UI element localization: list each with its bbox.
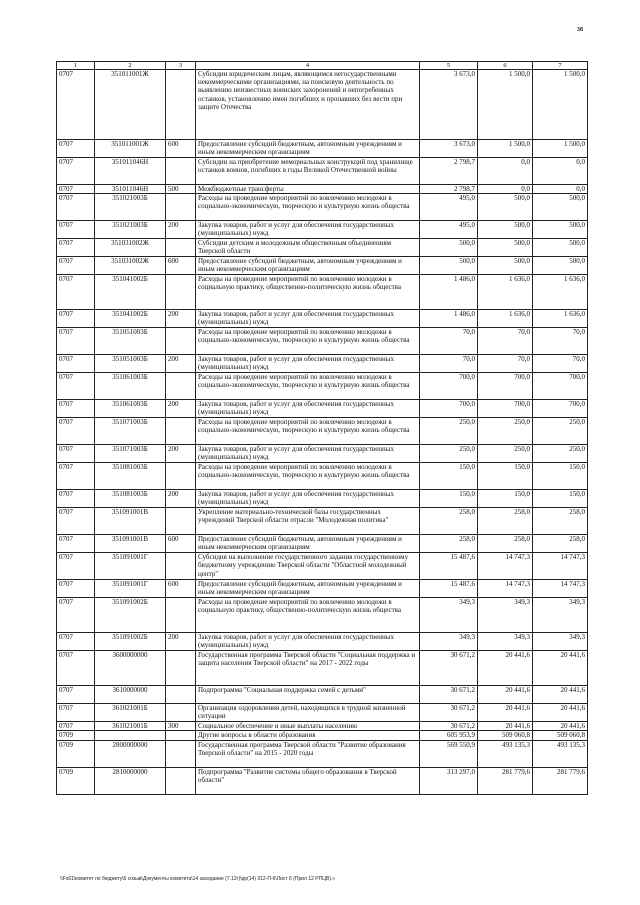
section-code-cell: 0707 <box>57 221 95 239</box>
amount-year2-cell: 258,0 <box>478 535 533 553</box>
amount-year2-cell: 500,0 <box>478 221 533 239</box>
amount-year3-cell: 500,0 <box>533 194 588 221</box>
target-article-cell: 351091001Г <box>95 580 166 598</box>
expense-type-cell: 200 <box>166 633 196 651</box>
target-article-cell: 351091001В <box>95 535 166 553</box>
expense-type-cell: 600 <box>166 580 196 598</box>
expense-type-cell: 600 <box>166 535 196 553</box>
expense-type-cell: 200 <box>166 400 196 418</box>
target-article-cell: 351021003Б <box>95 221 166 239</box>
description-cell: Предоставление субсидий бюджетным, автономным учреждениям и иным некоммерческим организациям <box>196 140 420 158</box>
table-row <box>57 221 588 239</box>
description-cell: Подпрограмма "Социальная поддержка семей с детьми" <box>196 686 420 704</box>
amount-year1-cell: 605 953,9 <box>420 731 478 740</box>
section-code-cell: 0707 <box>57 580 95 598</box>
section-code-cell: 0707 <box>57 328 95 355</box>
expense-type-cell: 200 <box>166 490 196 508</box>
target-article-cell: 351091002Б <box>95 633 166 651</box>
expense-type-cell <box>166 373 196 400</box>
section-code-cell: 0707 <box>57 704 95 722</box>
amount-year3-cell: 150,0 <box>533 463 588 490</box>
amount-year1-cell: 1 486,0 <box>420 275 478 310</box>
amount-year2-cell: 1 500,0 <box>478 140 533 158</box>
section-code-cell: 0707 <box>57 722 95 731</box>
target-article-cell: 351091001В <box>95 508 166 535</box>
budget-table <box>56 61 588 795</box>
amount-year2-cell: 500,0 <box>478 194 533 221</box>
amount-year1-cell: 313 297,0 <box>420 767 478 794</box>
target-article-cell: 361021001Б <box>95 722 166 731</box>
target-article-cell: 351071003Б <box>95 418 166 445</box>
description-cell: Субсидии юридическим лицам, являющимся негосударственными некоммерческими организациями, на поисковую деятельность по выявлению неизвестных воинских захоронений и непогребенных останков, установлению имен погибших и пропавших без вести при защите Отечества <box>196 70 420 140</box>
section-code-cell: 0707 <box>57 651 95 686</box>
table-row <box>57 731 588 740</box>
amount-year3-cell: 281 779,6 <box>533 767 588 794</box>
page-number: 38 <box>577 27 583 33</box>
target-article-cell: 2800000000 <box>95 740 166 767</box>
amount-year3-cell: 1 500,0 <box>533 140 588 158</box>
amount-year2-cell: 500,0 <box>478 239 533 257</box>
amount-year1-cell: 1 486,0 <box>420 310 478 328</box>
section-code-cell: 0707 <box>57 140 95 158</box>
target-article-cell: 351041002Б <box>95 275 166 310</box>
amount-year1-cell: 30 671,2 <box>420 722 478 731</box>
section-code-cell: 0707 <box>57 445 95 463</box>
target-article-cell: 351091001Г <box>95 553 166 580</box>
section-code-cell: 0707 <box>57 70 95 140</box>
expense-type-cell <box>166 463 196 490</box>
amount-year1-cell: 495,0 <box>420 194 478 221</box>
section-code-cell: 0709 <box>57 767 95 794</box>
section-code-cell: 0707 <box>57 508 95 535</box>
amount-year3-cell: 349,3 <box>533 633 588 651</box>
section-code-cell: 0707 <box>57 490 95 508</box>
amount-year1-cell: 3 673,0 <box>420 140 478 158</box>
amount-year2-cell: 281 779,6 <box>478 767 533 794</box>
table-header-row <box>57 62 588 70</box>
target-article-cell: 351041002Б <box>95 310 166 328</box>
section-code-cell: 0707 <box>57 257 95 275</box>
target-article-cell: 351091002Б <box>95 598 166 633</box>
amount-year3-cell: 0,0 <box>533 185 588 194</box>
target-article-cell: 3600000000 <box>95 651 166 686</box>
amount-year2-cell: 349,3 <box>478 598 533 633</box>
table-row <box>57 373 588 400</box>
amount-year3-cell: 14 747,3 <box>533 553 588 580</box>
description-cell: Расходы на проведение мероприятий по вовлечению молодежи в социально-экономическую, творческую и культурную жизнь общества <box>196 463 420 490</box>
expense-type-cell <box>166 651 196 686</box>
amount-year2-cell: 500,0 <box>478 257 533 275</box>
description-cell: Субсидии на приобретение мемориальных конструкций под хранилище останков воинов, погибших в годы Великой Отечественной войны <box>196 158 420 185</box>
expense-type-cell: 500 <box>166 185 196 194</box>
table-row <box>57 704 588 722</box>
table-row <box>57 70 588 140</box>
table-row <box>57 463 588 490</box>
expense-type-cell: 200 <box>166 445 196 463</box>
section-code-cell: 0707 <box>57 373 95 400</box>
amount-year3-cell: 250,0 <box>533 418 588 445</box>
target-article-cell: 351081003Б <box>95 463 166 490</box>
column-header: 5 <box>420 62 478 70</box>
amount-year1-cell: 495,0 <box>420 221 478 239</box>
expense-type-cell <box>166 704 196 722</box>
amount-year2-cell: 258,0 <box>478 508 533 535</box>
expense-type-cell <box>166 767 196 794</box>
target-article-cell: 351061003Б <box>95 373 166 400</box>
amount-year2-cell: 14 747,3 <box>478 580 533 598</box>
table-row <box>57 598 588 633</box>
expense-type-cell <box>166 553 196 580</box>
amount-year1-cell: 3 673,0 <box>420 70 478 140</box>
target-article-cell: 351061003Б <box>95 400 166 418</box>
expense-type-cell <box>166 598 196 633</box>
amount-year2-cell: 20 441,6 <box>478 722 533 731</box>
amount-year1-cell: 2 798,7 <box>420 158 478 185</box>
target-article-cell: 351071003Б <box>95 445 166 463</box>
target-article-cell: 2810000000 <box>95 767 166 794</box>
amount-year3-cell: 14 747,3 <box>533 580 588 598</box>
column-header: 1 <box>57 62 95 70</box>
amount-year3-cell: 1 636,0 <box>533 310 588 328</box>
target-article-cell: 351051003Б <box>95 355 166 373</box>
description-cell: Социальное обеспечение и иные выплаты населению <box>196 722 420 731</box>
amount-year1-cell: 700,0 <box>420 400 478 418</box>
table-row <box>57 633 588 651</box>
expense-type-cell <box>166 239 196 257</box>
amount-year3-cell: 1 636,0 <box>533 275 588 310</box>
target-article-cell: 3610000000 <box>95 686 166 704</box>
section-code-cell: 0707 <box>57 355 95 373</box>
amount-year3-cell: 20 441,6 <box>533 704 588 722</box>
amount-year2-cell: 14 747,3 <box>478 553 533 580</box>
amount-year2-cell: 20 441,6 <box>478 704 533 722</box>
section-code-cell: 0707 <box>57 185 95 194</box>
amount-year1-cell: 150,0 <box>420 463 478 490</box>
amount-year3-cell: 20 441,6 <box>533 686 588 704</box>
amount-year3-cell: 0,0 <box>533 158 588 185</box>
section-code-cell: 0707 <box>57 310 95 328</box>
target-article-cell: 351011001Ж <box>95 70 166 140</box>
column-header: 4 <box>196 62 420 70</box>
amount-year2-cell: 1 636,0 <box>478 310 533 328</box>
amount-year3-cell: 20 441,6 <box>533 722 588 731</box>
amount-year3-cell: 700,0 <box>533 400 588 418</box>
table-row <box>57 553 588 580</box>
expense-type-cell <box>166 275 196 310</box>
column-header: 7 <box>533 62 588 70</box>
expense-type-cell <box>166 508 196 535</box>
amount-year1-cell: 15 487,6 <box>420 580 478 598</box>
target-article-cell: 351011001Ж <box>95 140 166 158</box>
expense-type-cell: 600 <box>166 140 196 158</box>
table-row <box>57 355 588 373</box>
table-row <box>57 194 588 221</box>
section-code-cell: 0707 <box>57 553 95 580</box>
target-article-cell: 351081003Б <box>95 490 166 508</box>
description-cell: Предоставление субсидий бюджетным, автономным учреждениям и иным некоммерческим организациям <box>196 580 420 598</box>
amount-year1-cell: 500,0 <box>420 257 478 275</box>
amount-year3-cell: 70,0 <box>533 355 588 373</box>
table-row <box>57 740 588 767</box>
expense-type-cell <box>166 194 196 221</box>
description-cell: Закупка товаров, работ и услуг для обеспечения государственных (муниципальных) нужд <box>196 310 420 328</box>
amount-year1-cell: 70,0 <box>420 328 478 355</box>
table-row <box>57 580 588 598</box>
description-cell: Закупка товаров, работ и услуг для обеспечения государственных (муниципальных) нужд <box>196 445 420 463</box>
amount-year3-cell: 349,3 <box>533 598 588 633</box>
amount-year1-cell: 250,0 <box>420 418 478 445</box>
amount-year1-cell: 349,3 <box>420 598 478 633</box>
expense-type-cell <box>166 686 196 704</box>
table-row <box>57 158 588 185</box>
amount-year1-cell: 250,0 <box>420 445 478 463</box>
amount-year1-cell: 150,0 <box>420 490 478 508</box>
amount-year1-cell: 258,0 <box>420 508 478 535</box>
amount-year3-cell: 500,0 <box>533 239 588 257</box>
expense-type-cell <box>166 731 196 740</box>
description-cell: Предоставление субсидий бюджетным, автономным учреждениям и иным некоммерческим организациям <box>196 257 420 275</box>
description-cell: Закупка товаров, работ и услуг для обеспечения государственных (муниципальных) нужд <box>196 633 420 651</box>
table-row <box>57 310 588 328</box>
column-header: 3 <box>166 62 196 70</box>
section-code-cell: 0707 <box>57 158 95 185</box>
description-cell: Государственная программа Тверской области "Развитие образования Тверской области" на 2015 - 2020 годы <box>196 740 420 767</box>
table-row <box>57 140 588 158</box>
file-path-footer: \\Fs01\комитет по бюджету\6 созыв\Документы комитета\14 заседание (7.12г)\рр(14) 312-П-6\Лист 6 (Прил 12 РПЦВ).» <box>60 876 336 882</box>
target-article-cell: 361021001Б <box>95 704 166 722</box>
target-article-cell: 351031002Ж <box>95 239 166 257</box>
description-cell: Закупка товаров, работ и услуг для обеспечения государственных (муниципальных) нужд <box>196 490 420 508</box>
amount-year2-cell: 70,0 <box>478 328 533 355</box>
amount-year2-cell: 1 636,0 <box>478 275 533 310</box>
description-cell: Организация оздоровления детей, находящихся в трудной жизненной ситуации <box>196 704 420 722</box>
amount-year3-cell: 258,0 <box>533 508 588 535</box>
amount-year2-cell: 700,0 <box>478 373 533 400</box>
expense-type-cell <box>166 158 196 185</box>
table-row <box>57 535 588 553</box>
amount-year3-cell: 70,0 <box>533 328 588 355</box>
amount-year2-cell: 20 441,6 <box>478 686 533 704</box>
section-code-cell: 0707 <box>57 463 95 490</box>
description-cell: Расходы на проведение мероприятий по вовлечению молодежи в социально-экономическую, творческую и культурную жизнь общества <box>196 373 420 400</box>
amount-year2-cell: 150,0 <box>478 490 533 508</box>
table-row <box>57 275 588 310</box>
amount-year1-cell: 700,0 <box>420 373 478 400</box>
amount-year2-cell: 0,0 <box>478 158 533 185</box>
expense-type-cell: 200 <box>166 355 196 373</box>
amount-year3-cell: 500,0 <box>533 257 588 275</box>
amount-year3-cell: 700,0 <box>533 373 588 400</box>
expense-type-cell: 600 <box>166 257 196 275</box>
amount-year2-cell: 509 060,8 <box>478 731 533 740</box>
table-row <box>57 490 588 508</box>
amount-year1-cell: 70,0 <box>420 355 478 373</box>
amount-year2-cell: 20 441,6 <box>478 651 533 686</box>
amount-year3-cell: 500,0 <box>533 221 588 239</box>
target-article-cell: 351031002Ж <box>95 257 166 275</box>
expense-type-cell <box>166 70 196 140</box>
description-cell: Подпрограмма "Развитие системы общего образования в Тверской области" <box>196 767 420 794</box>
description-cell: Укрепление материально-технической базы государственных учреждений Тверской области отрасли "Молодежная политика" <box>196 508 420 535</box>
table-row <box>57 257 588 275</box>
amount-year3-cell: 150,0 <box>533 490 588 508</box>
expense-type-cell: 200 <box>166 221 196 239</box>
amount-year2-cell: 493 135,3 <box>478 740 533 767</box>
amount-year2-cell: 0,0 <box>478 185 533 194</box>
table-row <box>57 722 588 731</box>
table-row <box>57 239 588 257</box>
amount-year1-cell: 30 671,2 <box>420 651 478 686</box>
amount-year2-cell: 250,0 <box>478 445 533 463</box>
table-row <box>57 767 588 794</box>
amount-year2-cell: 150,0 <box>478 463 533 490</box>
section-code-cell: 0707 <box>57 194 95 221</box>
description-cell: Другие вопросы в области образования <box>196 731 420 740</box>
column-header: 6 <box>478 62 533 70</box>
target-article-cell: 351021003Б <box>95 194 166 221</box>
amount-year1-cell: 569 550,9 <box>420 740 478 767</box>
target-article-cell: 351011046Н <box>95 158 166 185</box>
table-row <box>57 508 588 535</box>
expense-type-cell <box>166 418 196 445</box>
amount-year2-cell: 349,3 <box>478 633 533 651</box>
section-code-cell: 0707 <box>57 239 95 257</box>
description-cell: Расходы на проведение мероприятий по вовлечению молодежи в социальную практику, общественно-политическую жизнь общества <box>196 275 420 310</box>
amount-year3-cell: 20 441,6 <box>533 651 588 686</box>
description-cell: Расходы на проведение мероприятий по вовлечению молодежи в социально-экономическую, творческую и культурную жизнь общества <box>196 418 420 445</box>
amount-year3-cell: 493 135,3 <box>533 740 588 767</box>
amount-year1-cell: 258,0 <box>420 535 478 553</box>
table-row <box>57 328 588 355</box>
section-code-cell: 0707 <box>57 686 95 704</box>
table-row <box>57 185 588 194</box>
amount-year2-cell: 700,0 <box>478 400 533 418</box>
section-code-cell: 0709 <box>57 740 95 767</box>
description-cell: Субсидии детским и молодежным общественным объединениям Тверской области <box>196 239 420 257</box>
description-cell: Расходы на проведение мероприятий по вовлечению молодежи в социально-экономическую, творческую и культурную жизнь общества <box>196 328 420 355</box>
description-cell: Закупка товаров, работ и услуг для обеспечения государственных (муниципальных) нужд <box>196 355 420 373</box>
description-cell: Предоставление субсидий бюджетным, автономным учреждениям и иным некоммерческим организациям <box>196 535 420 553</box>
column-header: 2 <box>95 62 166 70</box>
section-code-cell: 0707 <box>57 275 95 310</box>
description-cell: Закупка товаров, работ и услуг для обеспечения государственных (муниципальных) нужд <box>196 400 420 418</box>
amount-year1-cell: 500,0 <box>420 239 478 257</box>
target-article-cell <box>95 731 166 740</box>
amount-year3-cell: 509 060,8 <box>533 731 588 740</box>
section-code-cell: 0707 <box>57 598 95 633</box>
amount-year3-cell: 1 500,0 <box>533 70 588 140</box>
description-cell: Закупка товаров, работ и услуг для обеспечения государственных (муниципальных) нужд <box>196 221 420 239</box>
expense-type-cell <box>166 740 196 767</box>
amount-year2-cell: 70,0 <box>478 355 533 373</box>
description-cell: Межбюджетные трансферты <box>196 185 420 194</box>
amount-year1-cell: 2 798,7 <box>420 185 478 194</box>
amount-year2-cell: 250,0 <box>478 418 533 445</box>
table-row <box>57 418 588 445</box>
table-row <box>57 651 588 686</box>
amount-year1-cell: 15 487,6 <box>420 553 478 580</box>
amount-year1-cell: 349,3 <box>420 633 478 651</box>
table-row <box>57 686 588 704</box>
amount-year3-cell: 250,0 <box>533 445 588 463</box>
expense-type-cell: 300 <box>166 722 196 731</box>
expense-type-cell <box>166 328 196 355</box>
amount-year1-cell: 30 671,2 <box>420 704 478 722</box>
description-cell: Расходы на проведение мероприятий по вовлечению молодежи в социально-экономическую, творческую и культурную жизнь общества <box>196 194 420 221</box>
table-row <box>57 400 588 418</box>
target-article-cell: 351011046Н <box>95 185 166 194</box>
amount-year3-cell: 258,0 <box>533 535 588 553</box>
amount-year2-cell: 1 500,0 <box>478 70 533 140</box>
description-cell: Расходы на проведение мероприятий по вовлечению молодежи в социальную практику, общественно-политическую жизнь общества <box>196 598 420 633</box>
expense-type-cell: 200 <box>166 310 196 328</box>
section-code-cell: 0707 <box>57 535 95 553</box>
section-code-cell: 0709 <box>57 731 95 740</box>
table-row <box>57 445 588 463</box>
section-code-cell: 0707 <box>57 633 95 651</box>
section-code-cell: 0707 <box>57 400 95 418</box>
section-code-cell: 0707 <box>57 418 95 445</box>
description-cell: Субсидия на выполнение государственного задания государственному бюджетному учреждению Тверской области "Областной молодежный центр" <box>196 553 420 580</box>
description-cell: Государственная программа Тверской области "Социальная поддержка и защита населения Тверской области" на 2017 - 2022 годы <box>196 651 420 686</box>
amount-year1-cell: 30 671,2 <box>420 686 478 704</box>
target-article-cell: 351051003Б <box>95 328 166 355</box>
